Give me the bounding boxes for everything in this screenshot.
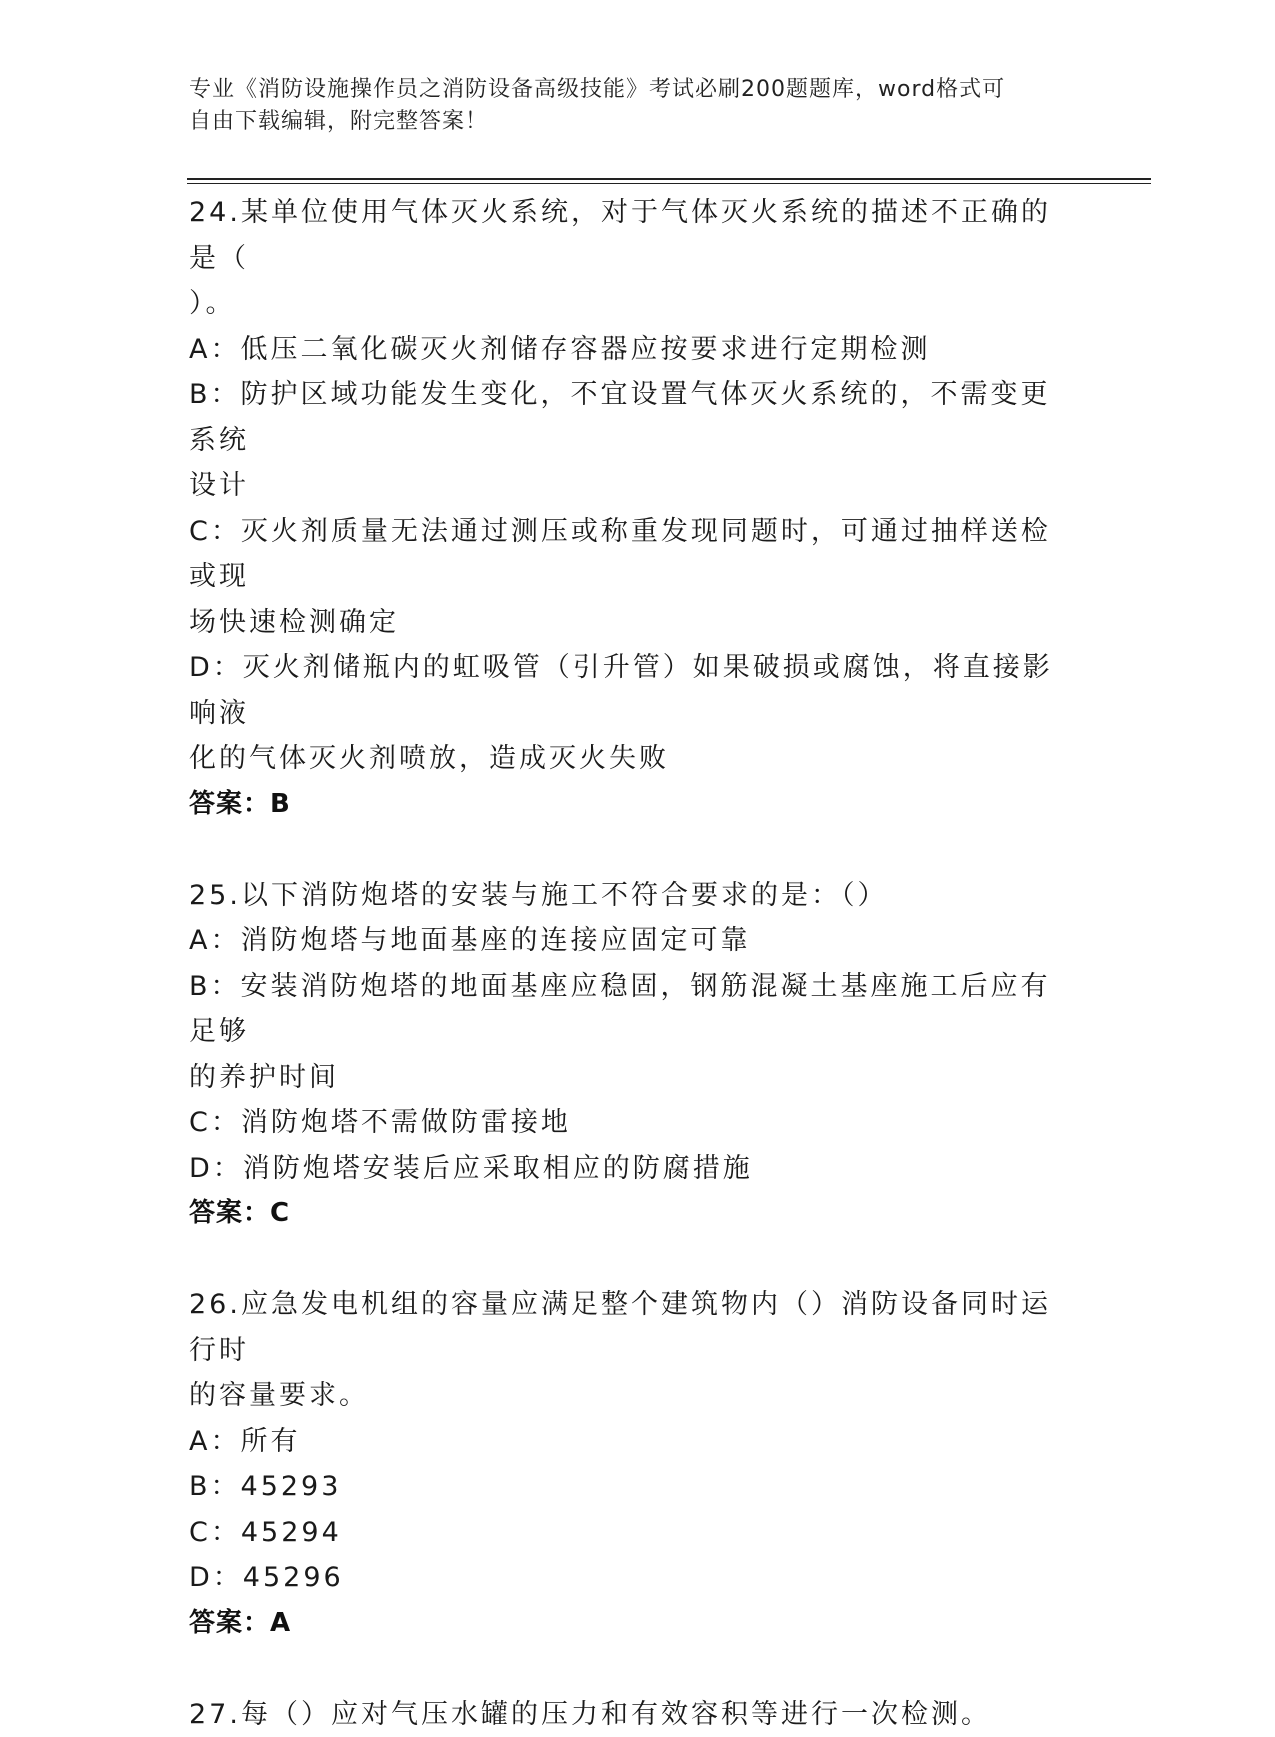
option-b: B：安装消防炮塔的地面基座应稳固，钢筋混凝土基座施工后应有足够 <box>189 964 1079 1055</box>
option-b: B：45293 <box>189 1464 1079 1510</box>
answer: 答案：C <box>189 1191 1079 1237</box>
document-header <box>189 74 1069 138</box>
header-divider-thin <box>187 183 1151 184</box>
question-list <box>189 190 1079 1737</box>
question-spacer <box>189 827 1079 873</box>
question-spacer <box>189 1646 1079 1692</box>
question-spacer <box>189 1237 1079 1283</box>
question-24 <box>189 190 1079 873</box>
option-b-continued: 设计 <box>189 463 1079 509</box>
option-c: C：消防炮塔不需做防雷接地 <box>189 1100 1079 1146</box>
option-c-continued: 场快速检测确定 <box>189 600 1079 646</box>
question-27 <box>189 1692 1079 1737</box>
question-text: 的容量要求。 <box>189 1373 1079 1419</box>
option-a: A：所有 <box>189 1419 1079 1465</box>
option-d-continued: 化的气体灭火剂喷放，造成灭火失败 <box>189 736 1079 782</box>
question-26 <box>189 1282 1079 1692</box>
answer: 答案：B <box>189 782 1079 828</box>
option-d: D：消防炮塔安装后应采取相应的防腐措施 <box>189 1146 1079 1192</box>
option-d: D：灭火剂储瓶内的虹吸管（引升管）如果破损或腐蚀，将直接影响液 <box>189 645 1079 736</box>
header-line-1: 专业《消防设施操作员之消防设备高级技能》考试必刷200题题库，word格式可 <box>189 74 1069 106</box>
question-25 <box>189 873 1079 1283</box>
option-c: C：灭火剂质量无法通过测压或称重发现同题时，可通过抽样送检或现 <box>189 509 1079 600</box>
option-a: A：消防炮塔与地面基座的连接应固定可靠 <box>189 918 1079 964</box>
header-line-2: 自由下载编辑，附完整答案！ <box>189 106 1069 138</box>
option-b-continued: 的养护时间 <box>189 1055 1079 1101</box>
header-divider <box>187 178 1151 184</box>
option-c: C：45294 <box>189 1510 1079 1556</box>
option-b: B：防护区域功能发生变化，不宜设置气体灭火系统的，不需变更系统 <box>189 372 1079 463</box>
header-divider-thick <box>187 178 1151 180</box>
question-text: ）。 <box>189 281 1079 327</box>
question-text: 25.以下消防炮塔的安装与施工不符合要求的是：（） <box>189 873 1079 919</box>
question-text: 26.应急发电机组的容量应满足整个建筑物内（）消防设备同时运行时 <box>189 1282 1079 1373</box>
question-text: 27.每（）应对气压水罐的压力和有效容积等进行一次检测。 <box>189 1692 1079 1737</box>
question-text: 24.某单位使用气体灭火系统，对于气体灭火系统的描述不正确的是（ <box>189 190 1079 281</box>
answer: 答案：A <box>189 1601 1079 1647</box>
option-d: D：45296 <box>189 1555 1079 1601</box>
option-a: A：低压二氧化碳灭火剂储存容器应按要求进行定期检测 <box>189 327 1079 373</box>
